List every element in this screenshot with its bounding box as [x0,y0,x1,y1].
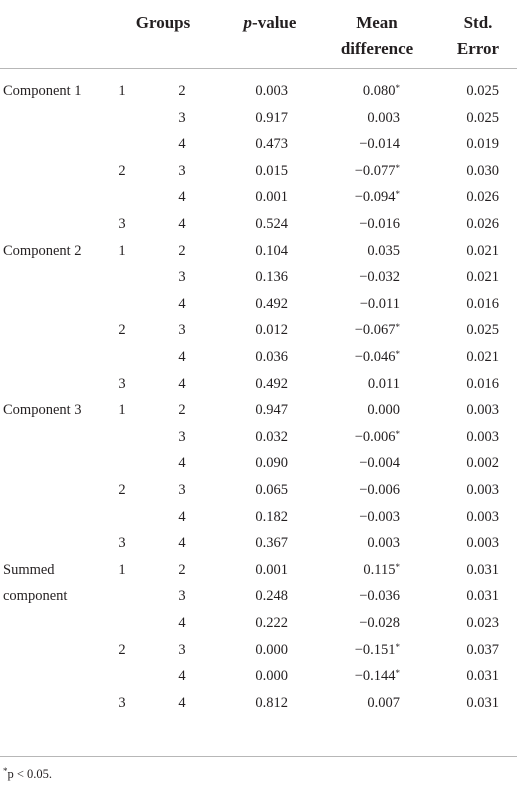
std-error-cell: 0.025 [466,109,499,126]
std-error-cell: 0.026 [466,189,499,206]
mean-difference-value: −0.046 [354,349,396,365]
group-a-cell: 2 [118,162,126,179]
mean-difference-cell [330,215,400,233]
p-value-cell: 0.000 [255,668,288,685]
mean-difference-cell [330,534,400,552]
significance-marker: * [395,641,400,652]
mean-difference-cell [330,162,400,180]
group-b-cell: 4 [178,508,186,525]
mean-difference-value: −0.036 [359,588,400,605]
group-a-cell: 3 [118,375,126,392]
header-mean-line1: Mean [356,13,398,32]
mean-difference-cell [330,375,400,393]
component-cell: Component 2 [3,242,82,259]
mean-difference-cell [330,587,400,605]
p-value-cell: 0.947 [255,402,288,419]
mean-difference-cell [330,321,400,339]
std-error-cell: 0.016 [466,375,499,392]
significance-marker: * [395,83,400,93]
header-p-italic: p [243,13,253,32]
mean-difference-value: −0.004 [359,455,400,472]
group-a-cell: 1 [118,83,126,99]
mean-difference-cell [330,614,400,632]
mean-difference-cell [330,481,400,499]
group-a-cell: 2 [118,322,126,339]
std-error-cell: 0.031 [466,588,499,605]
component-cell: Component 3 [3,402,82,419]
group-b-cell: 4 [178,615,186,631]
group-b-cell: 4 [178,668,186,685]
p-value-cell: 0.003 [255,83,288,99]
group-b-cell: 3 [178,109,186,126]
mean-difference-value: −0.014 [359,136,400,153]
mean-difference-value: 0.035 [367,242,400,259]
group-b-cell: 4 [178,349,186,365]
std-error-cell: 0.003 [466,428,499,445]
group-b-cell: 2 [178,242,186,259]
mean-difference-cell [330,348,400,366]
p-value-cell: 0.473 [255,136,288,153]
p-value-cell: 0.492 [255,295,288,312]
group-b-cell: 3 [178,269,186,286]
mean-difference-value: −0.144 [354,668,396,685]
p-value-cell: 0.032 [255,428,288,445]
header-std-line2: Error [456,39,500,58]
group-b-cell: 4 [178,136,186,153]
group-a-cell: 3 [118,694,126,711]
std-error-cell: 0.021 [466,269,499,286]
bottom-rule [0,756,517,757]
mean-difference-value: 0.000 [367,402,400,419]
footnote-marker: * [3,766,8,776]
p-value-cell: 0.812 [255,694,288,711]
mean-difference-value: 0.003 [367,535,400,552]
p-value-cell: 0.090 [255,455,288,472]
p-value-cell: 0.367 [255,535,288,552]
group-b-cell: 3 [178,428,186,445]
header-mean-line2: difference [340,39,414,58]
mean-difference-cell [330,641,400,659]
mean-difference-cell [330,242,400,260]
group-b-cell: 3 [178,322,186,339]
mean-difference-value: −0.011 [359,295,400,312]
mean-difference-value: −0.006 [359,482,400,498]
component-cell: Component 1 [3,83,82,99]
group-a-cell: 3 [118,535,126,552]
group-b-cell: 4 [178,295,186,312]
std-error-cell: 0.016 [466,295,499,312]
significance-marker: * [395,322,400,333]
std-error-cell: 0.021 [466,242,499,259]
group-b-cell: 4 [178,216,186,232]
p-value-cell: 0.065 [255,482,288,498]
mean-difference-cell [330,188,400,206]
mean-difference-value: 0.115 [363,561,396,578]
p-value-cell: 0.000 [255,641,288,658]
p-value-cell: 0.182 [255,508,288,525]
std-error-cell: 0.030 [466,162,499,179]
group-b-cell: 4 [178,189,186,206]
header-rule [0,68,517,69]
mean-difference-value: 0.011 [367,375,400,392]
group-a-cell: 1 [118,561,126,578]
mean-difference-cell [330,454,400,472]
mean-difference-value: 0.007 [367,694,400,711]
p-value-cell: 0.036 [255,349,288,365]
std-error-cell: 0.003 [466,508,499,525]
std-error-cell: 0.031 [466,694,499,711]
header-groups: Groups [135,13,191,32]
component-cell: component [3,588,68,605]
header-p-rest: -value [252,13,297,32]
p-value-cell: 0.001 [255,561,288,578]
mean-difference-value: 0.080 [362,83,396,99]
footnote-text: p < 0.05. [7,767,53,781]
group-b-cell: 4 [178,455,186,472]
std-error-cell: 0.023 [466,615,499,631]
mean-difference-cell [330,268,400,286]
mean-difference-cell [330,667,400,685]
mean-difference-value: −0.151 [354,641,396,658]
significance-marker: * [395,561,400,572]
mean-difference-value: −0.077 [354,162,396,179]
group-a-cell: 1 [118,402,126,419]
p-value-cell: 0.917 [255,109,288,126]
std-error-cell: 0.002 [466,455,499,472]
p-value-cell: 0.248 [255,588,288,605]
significance-marker: * [395,189,400,200]
p-value-cell: 0.012 [255,322,288,339]
group-a-cell: 3 [118,216,126,232]
std-error-cell: 0.003 [466,402,499,419]
std-error-cell: 0.037 [466,641,499,658]
mean-difference-cell [330,109,400,127]
p-value-cell: 0.492 [255,375,288,392]
group-b-cell: 3 [178,162,186,179]
p-value-cell: 0.001 [255,189,288,206]
p-value-cell: 0.222 [255,615,288,631]
group-a-cell: 2 [118,482,126,498]
std-error-cell: 0.026 [466,216,499,232]
mean-difference-cell [330,508,400,526]
group-a-cell: 2 [118,641,126,658]
header-mean-difference [332,10,422,62]
p-value-cell: 0.524 [255,216,288,232]
std-error-cell: 0.031 [466,668,499,685]
group-b-cell: 3 [178,588,186,605]
header-std-error [448,10,508,62]
std-error-cell: 0.025 [466,322,499,339]
group-b-cell: 2 [178,561,186,578]
std-error-cell: 0.021 [466,349,499,365]
header-std-line1: Std. [463,13,493,32]
group-b-cell: 4 [178,535,186,552]
significance-marker: * [395,349,400,359]
std-error-cell: 0.019 [466,136,499,153]
mean-difference-value: 0.003 [367,109,400,126]
p-value-cell: 0.104 [255,242,288,259]
p-value-cell: 0.015 [255,162,288,179]
mean-difference-cell [330,82,400,100]
std-error-cell: 0.003 [466,535,499,552]
std-error-cell: 0.031 [466,561,499,578]
group-b-cell: 2 [178,83,186,99]
mean-difference-value: −0.067 [354,322,396,339]
mean-difference-value: −0.032 [359,269,400,286]
footnote [3,766,52,782]
mean-difference-value: −0.028 [359,615,400,631]
std-error-cell: 0.003 [466,482,499,498]
std-error-cell: 0.025 [466,83,499,99]
mean-difference-cell [330,135,400,153]
significance-marker: * [395,668,400,679]
mean-difference-value: −0.016 [359,216,400,232]
component-cell: Summed [3,561,55,578]
group-b-cell: 2 [178,402,186,419]
group-b-cell: 4 [178,375,186,392]
mean-difference-cell [330,694,400,712]
group-b-cell: 3 [178,641,186,658]
group-b-cell: 4 [178,694,186,711]
mean-difference-value: −0.003 [359,508,400,525]
mean-difference-cell [330,561,400,579]
mean-difference-value: −0.006 [354,428,396,445]
mean-difference-cell [330,428,400,446]
group-a-cell: 1 [118,242,126,259]
mean-difference-cell [330,401,400,419]
significance-marker: * [395,162,400,173]
mean-difference-cell [330,295,400,313]
significance-marker: * [395,428,400,439]
mean-difference-value: −0.094 [354,189,396,206]
p-value-cell: 0.136 [255,269,288,286]
group-b-cell: 3 [178,482,186,498]
header-p-value [230,10,310,36]
